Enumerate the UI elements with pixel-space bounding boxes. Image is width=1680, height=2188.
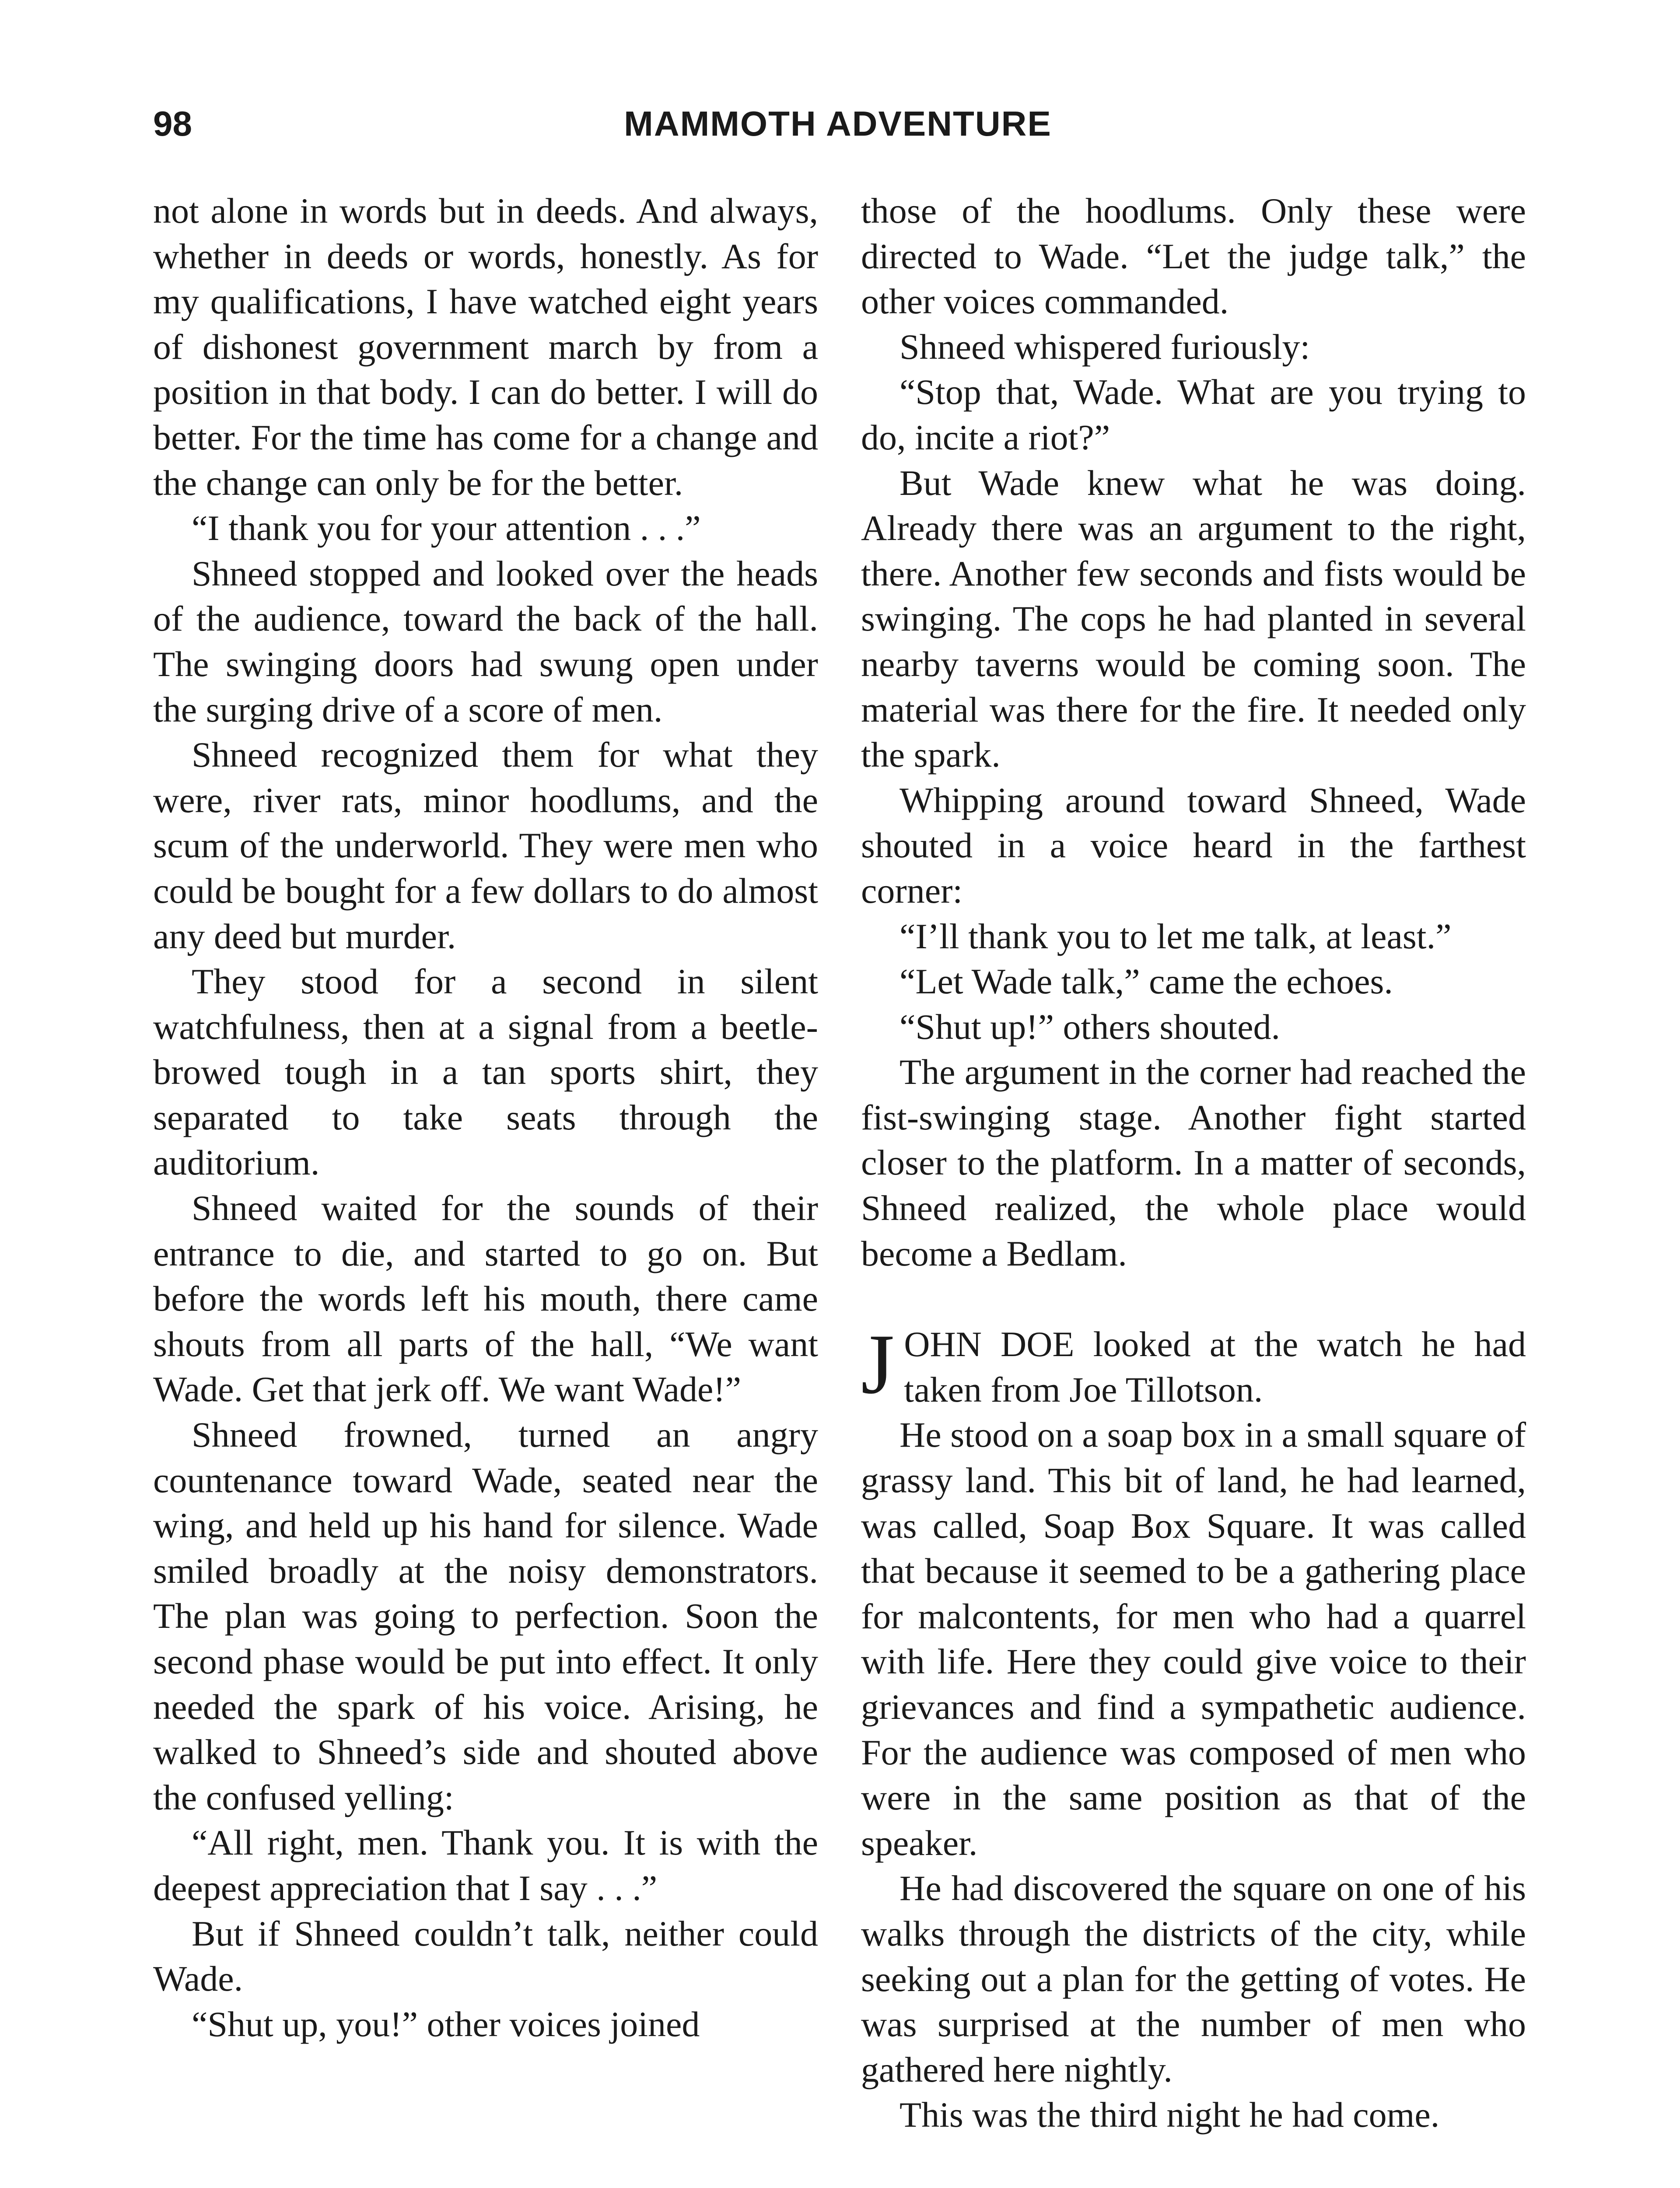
paragraph: those of the hoodlums. Only these were directed to Wade. “Let the judge talk,” the other voices commanded.	[861, 191, 1526, 322]
paragraph: “I thank you for your attention . . .”	[192, 508, 701, 548]
paragraph: This was the third night he had come.	[900, 2095, 1440, 2135]
paragraph: Shneed recognized them for what they were, river rats, minor hoodlums, and the scum of the underworld. They were men who could be bought for a few dollars to do almost any deed but murder.	[153, 735, 818, 956]
paragraph: “All right, men. Thank you. It is with the deepest appreciation that I say . . .”	[153, 1823, 818, 1908]
right-column	[861, 188, 1526, 2138]
drop-cap: J	[861, 1317, 895, 1412]
section-break	[861, 1276, 1526, 1322]
lead-in-text: OHN DOE	[904, 1324, 1074, 1364]
paragraph: They stood for a second in silent watchfulness, then at a signal from a beetle-browed tough in a tan sports shirt, they separated to take seats through the auditorium.	[153, 961, 818, 1183]
paragraph: “Shut up, you!” other voices joined	[192, 2004, 700, 2044]
section-opening-paragraph	[861, 1317, 1526, 1412]
running-title: MAMMOTH ADVENTURE	[624, 104, 1052, 143]
page-header	[153, 100, 1522, 148]
paragraph: He stood on a soap box in a small square of grassy land. This bit of land, he had learned, was called, Soap Box Square. It was called that because it seemed to be a gathering place for malcontents, for men who had a quarrel with life. Here they could give voice to their grievances and find a sympathetic audience. For the audience was composed of men who were in the same position as that of the speaker.	[861, 1415, 1526, 1863]
paragraph: Shneed whispered furiously:	[900, 326, 1310, 367]
left-column	[153, 188, 818, 2047]
paragraph: Shneed stopped and looked over the heads of the audience, toward the back of the hall. The swinging doors had swung open under the surging drive of a score of men.	[153, 553, 818, 729]
paragraph: “I’ll thank you to let me talk, at least.”	[900, 916, 1452, 956]
paragraph: Shneed waited for the sounds of their entrance to die, and started to go on. But before the words left his mouth, there came shouts from all parts of the hall, “We want Wade. Get that jerk off. We want Wade!”	[153, 1188, 818, 1410]
paragraph: Shneed frowned, turned an angry countenance toward Wade, seated near the wing, and held up his hand for silence. Wade smiled broadly at the noisy demonstrators. The plan was going to perfection. Soon the second phase would be put into effect. It only needed the spark of his voice. Arising, he walked to Shneed’s side and shouted above the confused yelling:	[153, 1415, 818, 1817]
paragraph: “Shut up!” others shouted.	[900, 1006, 1280, 1047]
paragraph: Whipping around toward Shneed, Wade shouted in a voice heard in the farthest corner:	[861, 780, 1526, 911]
paragraph: But if Shneed couldn’t talk, neither could Wade.	[153, 1913, 818, 1999]
paragraph: “Stop that, Wade. What are you trying to do, incite a riot?”	[861, 372, 1526, 457]
paragraph: not alone in words but in deeds. And always, whether in deeds or words, honestly. As for my qualifications, I have watched eight years of dishonest government march by from a position in that body. I can do better. I will do better. For the time has come for a change and the change can only be for the better.	[153, 191, 818, 503]
paragraph: The argument in the corner had reached the fist-swinging stage. Another fight started closer to the platform. In a matter of seconds, Shneed realized, the whole place would become a Bedlam.	[861, 1052, 1526, 1273]
paragraph: “Let Wade talk,” came the echoes.	[900, 961, 1393, 1002]
paragraph: He had discovered the square on one of his walks through the districts of the city, while seeking out a plan for the getting of votes. He was surprised at the number of men who gathered here nightly.	[861, 1868, 1526, 2090]
page-number: 98	[153, 104, 192, 143]
paragraph: But Wade knew what he was doing. Already there was an argument to the right, there. Another few seconds and fists would be swinging. The cops he had planted in several nearby taverns would be coming soon. The material was there for the fire. It needed only the spark.	[861, 463, 1526, 775]
paragraph-text: looked at the watch he had taken from Joe Tillotson.	[904, 1324, 1526, 1410]
